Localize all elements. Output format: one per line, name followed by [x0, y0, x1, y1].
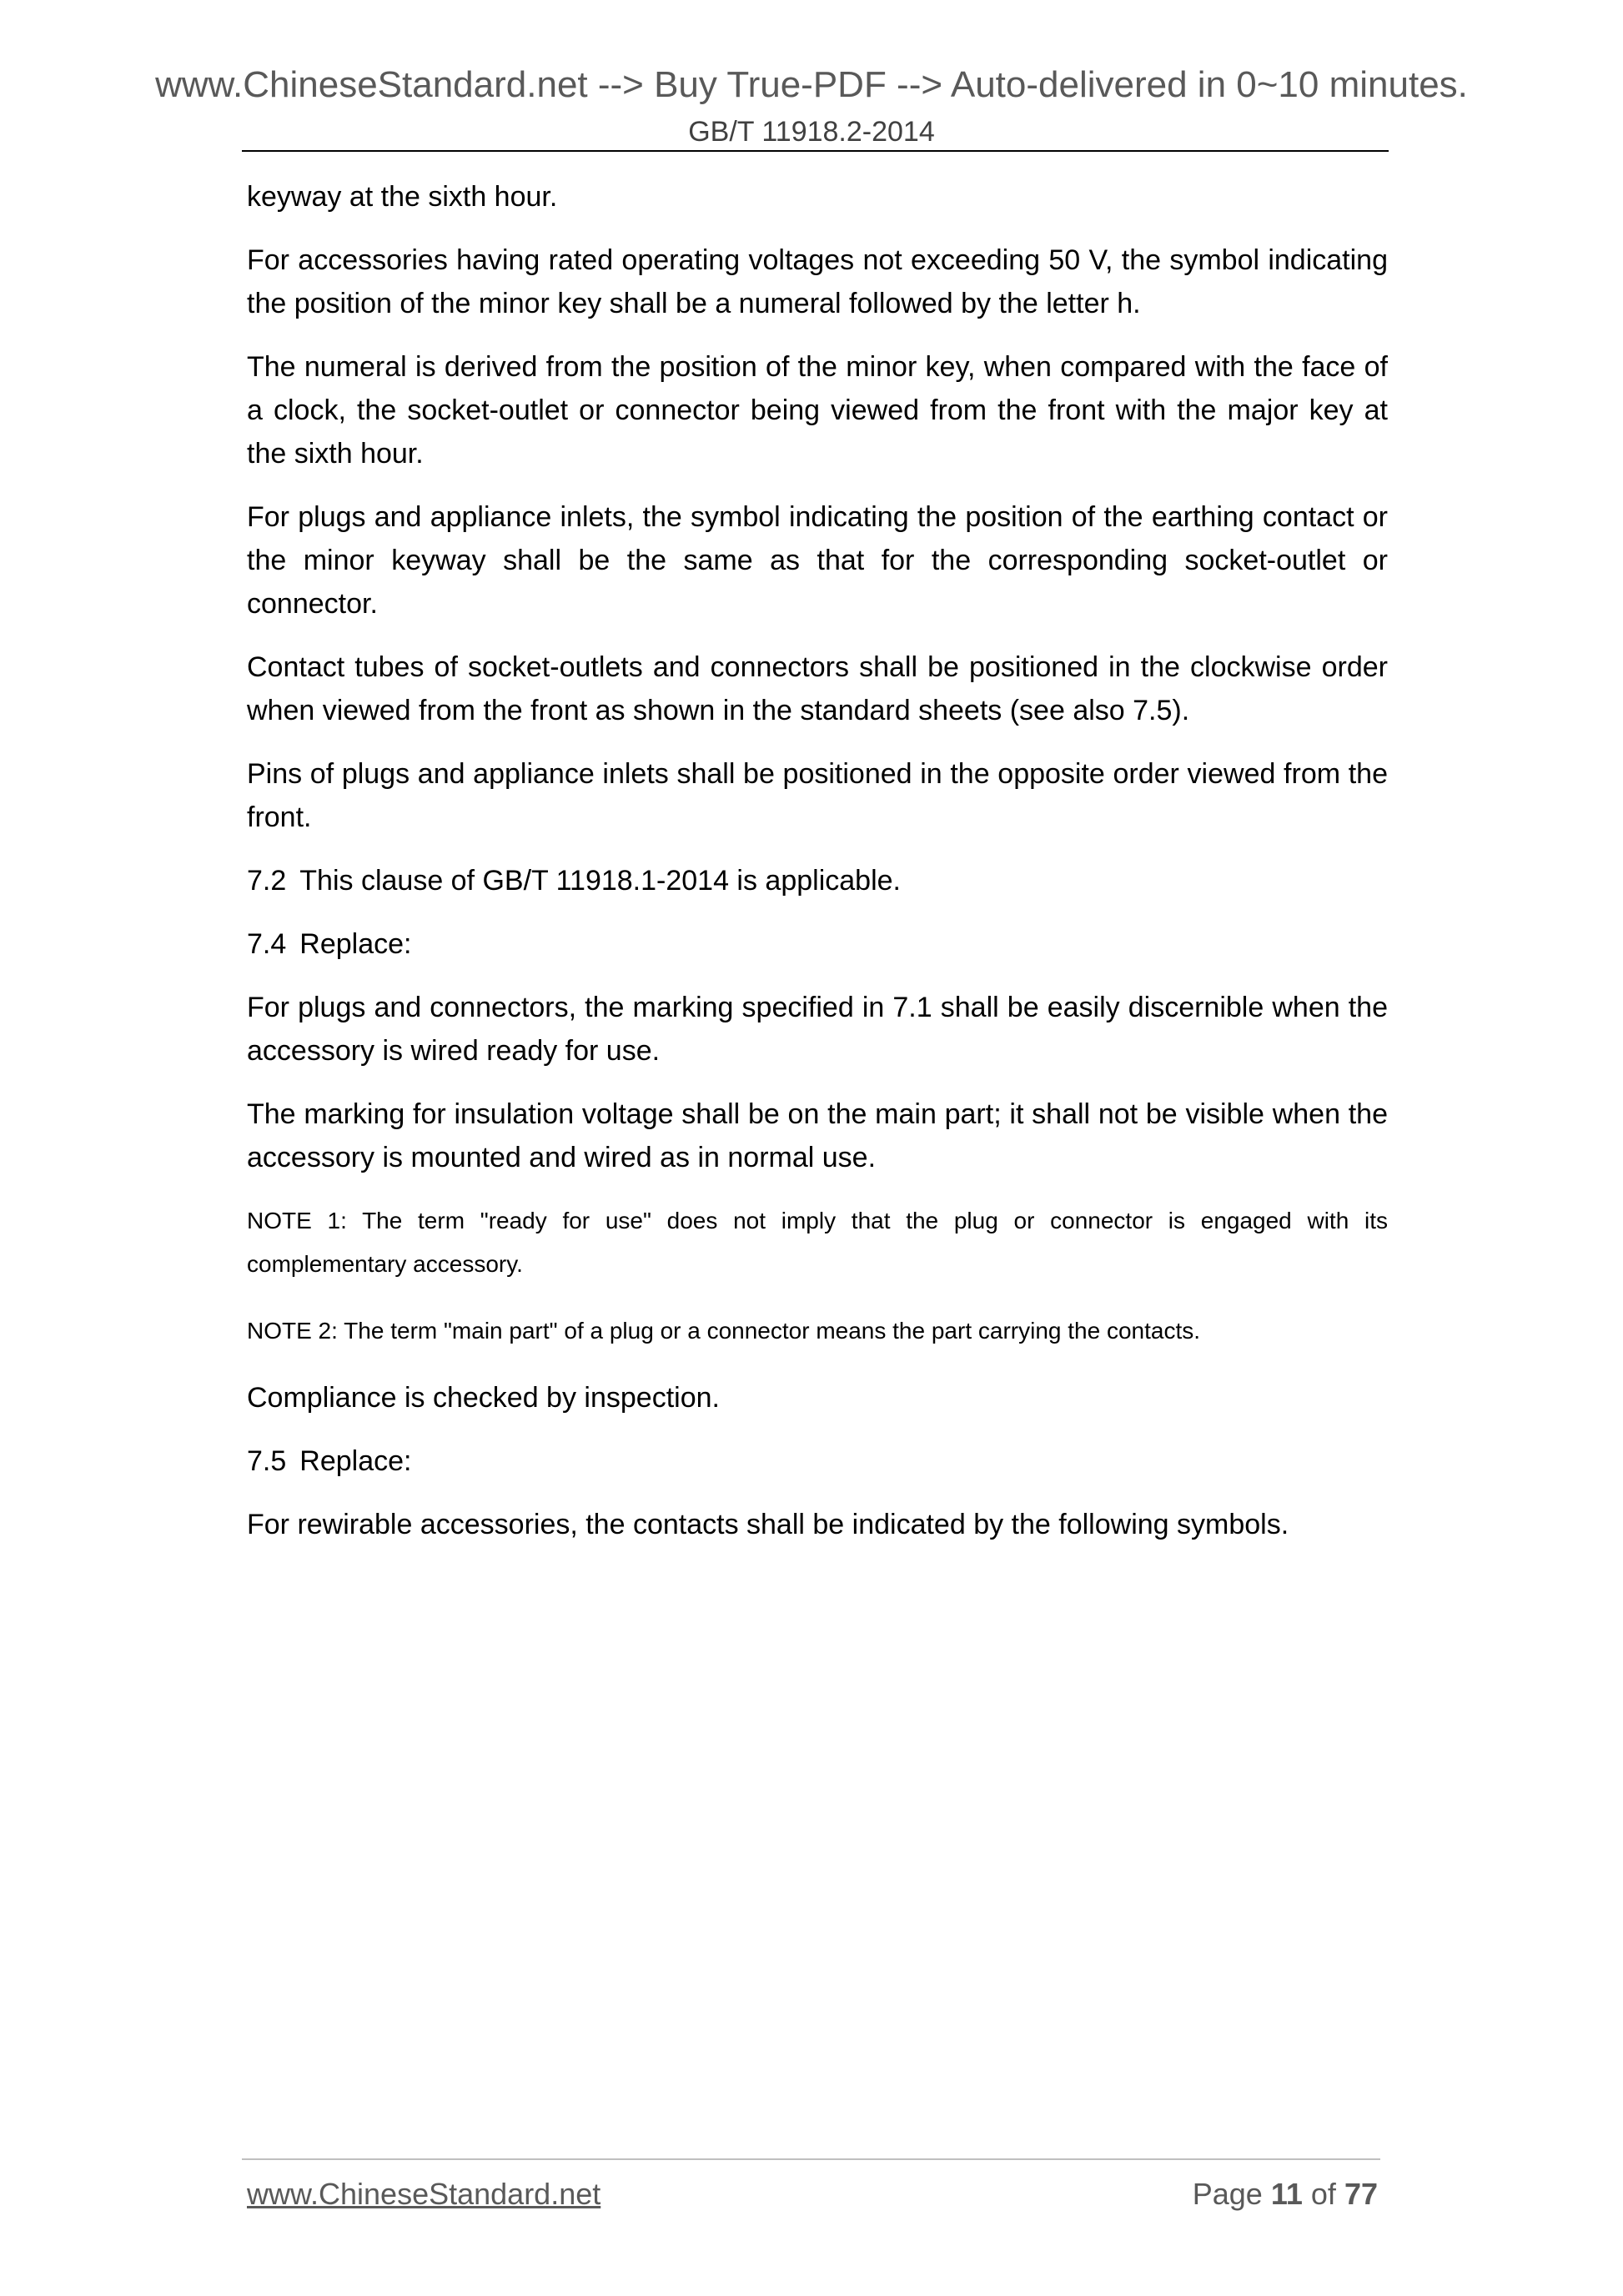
footer-site-link[interactable]: www.ChineseStandard.net	[247, 2177, 601, 2211]
paragraph-marking-discernible: For plugs and connectors, the marking specified in 7.1 shall be easily discernible when the accessory is wired ready for use.	[247, 992, 1388, 1067]
paragraph-pins-order: Pins of plugs and appliance inlets shall be positioned in the opposite order viewed from the front.	[247, 758, 1388, 833]
clause-7-4	[247, 922, 1388, 966]
note-2: NOTE 2: The term "main part" of a plug or a connector means the part carrying the contacts.	[247, 1318, 1201, 1344]
page-total: 77	[1344, 2177, 1378, 2211]
paragraph-insulation-voltage-marking: The marking for insulation voltage shall be on the main part; it shall not be visible when the accessory is mounted and wired as in normal use.	[247, 1098, 1388, 1173]
clause-number: 7.4	[247, 928, 287, 960]
clause-7-2	[247, 859, 1388, 902]
clause-number: 7.5	[247, 1445, 287, 1477]
clause-7-5	[247, 1439, 1388, 1483]
clause-text: Replace:	[299, 1445, 412, 1477]
document-body	[247, 175, 1388, 1566]
page-word: Page	[1192, 2177, 1263, 2211]
page-of-word: of	[1310, 2177, 1336, 2211]
note-1: NOTE 1: The term "ready for use" does not imply that the plug or connector is engaged with its complementary accessory.	[247, 1208, 1388, 1277]
page-current: 11	[1270, 2177, 1303, 2211]
paragraph-contact-tubes-order: Contact tubes of socket-outlets and connectors shall be positioned in the clockwise order when viewed from the front as shown in the standard sheets (see also 7.5).	[247, 651, 1388, 726]
clause-number: 7.2	[247, 865, 287, 897]
paragraph-plugs-inlets-symbol: For plugs and appliance inlets, the symbol indicating the position of the earthing contact or the minor keyway shall be the same as that for the corresponding socket-outlet or connector.	[247, 501, 1388, 620]
paragraph-minor-key-symbol: For accessories having rated operating voltages not exceeding 50 V, the symbol indicating the position of the minor key shall be a numeral followed by the letter h.	[247, 244, 1388, 319]
page-indicator	[1193, 2177, 1378, 2212]
footer-divider	[242, 2158, 1380, 2160]
clause-text: This clause of GB/T 11918.1-2014 is applicable.	[299, 865, 901, 897]
standard-code: GB/T 11918.2-2014	[688, 116, 935, 148]
paragraph-compliance: Compliance is checked by inspection.	[247, 1382, 720, 1414]
site-banner: www.ChineseStandard.net --> Buy True-PDF --> Auto-delivered in 0~10 minutes.	[155, 64, 1468, 105]
header-divider	[242, 150, 1389, 152]
clause-text: Replace:	[299, 928, 412, 960]
paragraph-keyway-sixth-hour: keyway at the sixth hour.	[247, 181, 558, 213]
paragraph-rewirable-contacts: For rewirable accessories, the contacts shall be indicated by the following symbols.	[247, 1509, 1289, 1540]
paragraph-numeral-derivation: The numeral is derived from the position of the minor key, when compared with the face of a clock, the socket-outlet or connector being viewed from the front with the major key at the sixth hour.	[247, 351, 1388, 470]
